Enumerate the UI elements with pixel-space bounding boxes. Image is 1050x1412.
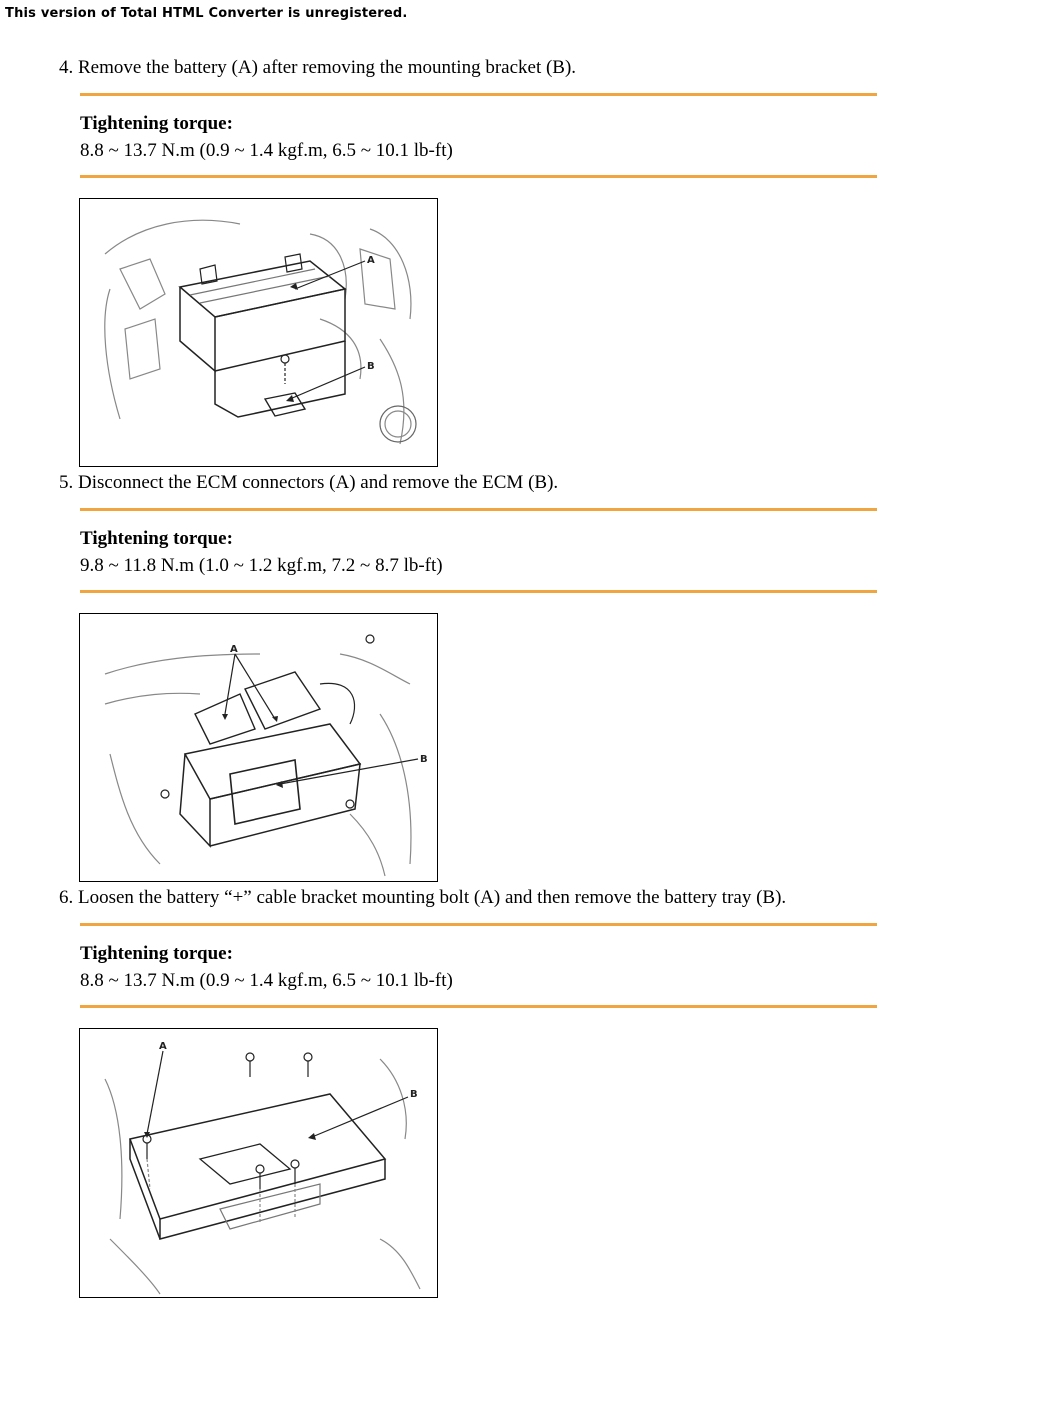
torque-value: 9.8 ~ 11.8 N.m (1.0 ~ 1.2 kgf.m, 7.2 ~ 8.7 lb-ft) xyxy=(80,555,443,576)
ecm-removal-illustration xyxy=(79,613,438,882)
callout-a: A xyxy=(230,644,238,655)
callout-b: B xyxy=(420,754,428,765)
unregistered-banner: This version of Total HTML Converter is unregistered. xyxy=(5,6,408,21)
torque-top-rule xyxy=(80,508,877,511)
battery-tray-illustration xyxy=(79,1028,438,1298)
torque-bottom-rule xyxy=(80,175,877,178)
callout-a: A xyxy=(367,255,375,266)
torque-label: Tightening torque: xyxy=(80,528,233,549)
step-5-instruction: 5. Disconnect the ECM connectors (A) and remove the ECM (B). xyxy=(59,472,559,493)
callout-a: A xyxy=(159,1041,167,1052)
torque-top-rule xyxy=(80,923,877,926)
torque-bottom-rule xyxy=(80,1005,877,1008)
step-6-instruction: 6. Loosen the battery “+” cable bracket mounting bolt (A) and then remove the battery tray (B). xyxy=(59,887,787,908)
torque-bottom-rule xyxy=(80,590,877,593)
torque-label: Tightening torque: xyxy=(80,113,233,134)
battery-removal-illustration xyxy=(79,198,438,467)
callout-b: B xyxy=(410,1089,418,1100)
torque-top-rule xyxy=(80,93,877,96)
step-4-instruction: 4. Remove the battery (A) after removing the mounting bracket (B). xyxy=(59,57,577,78)
callout-b: B xyxy=(367,361,375,372)
torque-label: Tightening torque: xyxy=(80,943,233,964)
torque-value: 8.8 ~ 13.7 N.m (0.9 ~ 1.4 kgf.m, 6.5 ~ 10.1 lb-ft) xyxy=(80,970,453,991)
torque-value: 8.8 ~ 13.7 N.m (0.9 ~ 1.4 kgf.m, 6.5 ~ 10.1 lb-ft) xyxy=(80,140,453,161)
